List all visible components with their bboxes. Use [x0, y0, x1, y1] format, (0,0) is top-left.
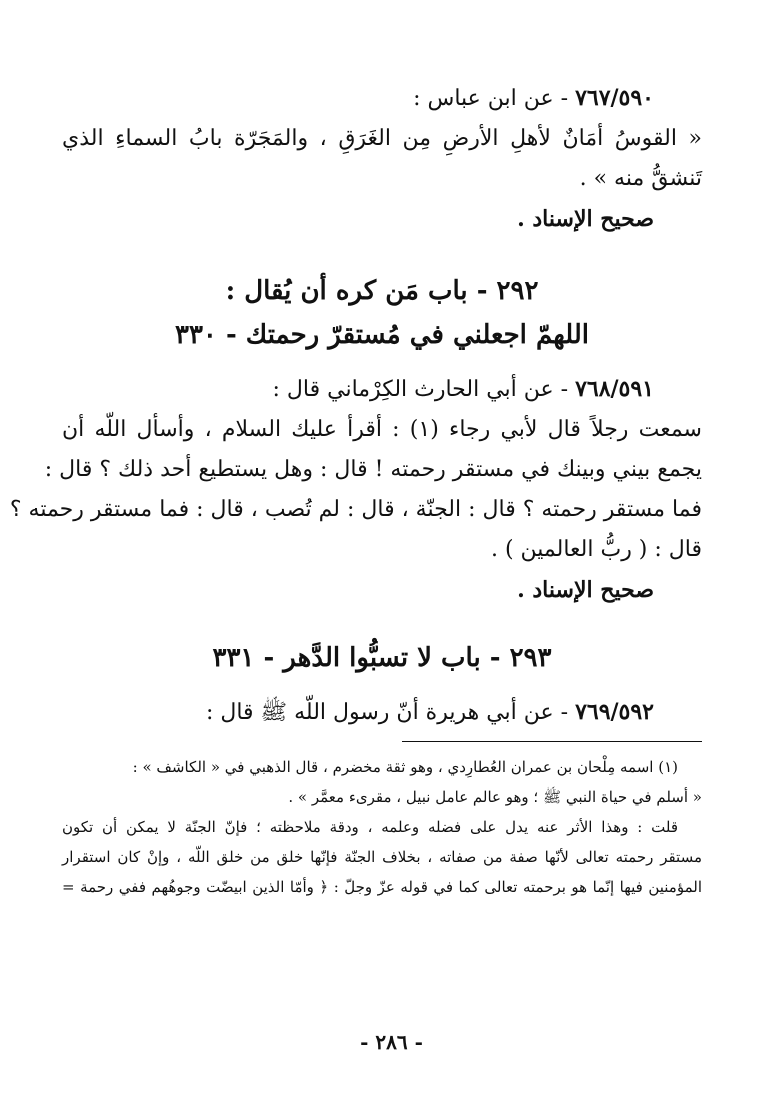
footnote-line-4: مستقر رحمته تعالى لأنّها صفة من صفاته ، بخلاف الجنّة فإنّها خلق من خلق اللّه ، وإنْ كان استقرار: [62, 848, 702, 866]
book-page: [9, 78, 702, 902]
hadith-590-grading: صحيح الإسناد .: [517, 206, 654, 232]
footnote-separator: [402, 741, 702, 742]
hadith-592-number: ٧٦٩/٥٩٢: [575, 699, 654, 725]
spacer: [62, 239, 702, 269]
footnote-line-2: « أسلم في حياة النبي ﷺ ؛ وهو عالم عامل نبيل ، مقرىء معمَّر » .: [288, 788, 702, 806]
hadith-591-text-line-2: يجمع بيني وبينك في مستقر رحمته ! قال : وهل يستطيع أحد ذلك ؟ قال :: [44, 457, 702, 482]
spacer: [62, 680, 702, 692]
chapter-292-title-line-2: اللهمّ اجعلني في مُستقرّ رحمتك - ٣٣٠: [175, 320, 589, 350]
hadith-591-grading: صحيح الإسناد .: [517, 577, 654, 603]
footnote-line-5: المؤمنين فيها إنّما هو برحمته تعالى كما في قوله عزّ وجلّ : ﴿ وأمّا الذين ابيضّت وجوهُهم ففي رحمة =: [62, 878, 702, 896]
hadith-591-text-line-1: سمعت رجلاً قال لأبي رجاء (١) : أقرأ عليك السلام ، وأسأل اللّه أن: [62, 417, 702, 442]
hadith-591-text-line-4: قال : ( ربُّ العالمين ) .: [490, 537, 702, 562]
hadith-590-heading: [62, 78, 702, 119]
hadith-592-heading: [62, 692, 702, 733]
hadith-592-narrator: - عن أبي هريرة أنّ رسول اللّه ﷺ قال :: [205, 700, 576, 725]
footnote-line-1: (١) اسمه مِلْحان بن عمران العُطارِدي ، وهو ثقة مخضرم ، قال الذهبي في « الكاشف » :: [132, 758, 678, 776]
hadith-590-number: ٧٦٧/٥٩٠: [575, 85, 654, 111]
footnote-line-3: قلت : وهذا الأثر عنه يدل على فضله وعلمه ، ودقة ملاحظته ؛ فإنّ الجنّة لا يمكن أن تكون: [62, 818, 678, 836]
hadith-590-text-line-1: « القوسُ أمَانٌ لأهلِ الأرضِ مِن الغَرَقِ ، والمَجَرّة بابُ السماءِ الذي: [62, 126, 702, 151]
hadith-590-narrator: - عن ابن عباس :: [413, 86, 576, 111]
hadith-591-narrator: - عن أبي الحارث الكِرْماني قال :: [272, 377, 576, 402]
chapter-293-title: ٢٩٣ - باب لا تسبُّوا الدَّهر - ٣٣١: [212, 643, 552, 673]
spacer: [62, 357, 702, 369]
spacer: [62, 610, 702, 636]
hadith-591-heading: [62, 369, 702, 410]
hadith-590-text-line-2: تَنشقُّ منه » .: [579, 166, 702, 191]
chapter-292-title-line-1: ٢٩٢ - باب مَن كره أن يُقال :: [225, 276, 539, 306]
hadith-591-text-line-3: فما مستقر رحمته ؟ قال : الجنّة ، قال : لم تُصب ، قال : فما مستقر رحمته ؟: [9, 497, 702, 522]
page-number: - ٢٨٦ -: [360, 1030, 423, 1054]
hadith-591-number: ٧٦٨/٥٩١: [575, 376, 654, 402]
